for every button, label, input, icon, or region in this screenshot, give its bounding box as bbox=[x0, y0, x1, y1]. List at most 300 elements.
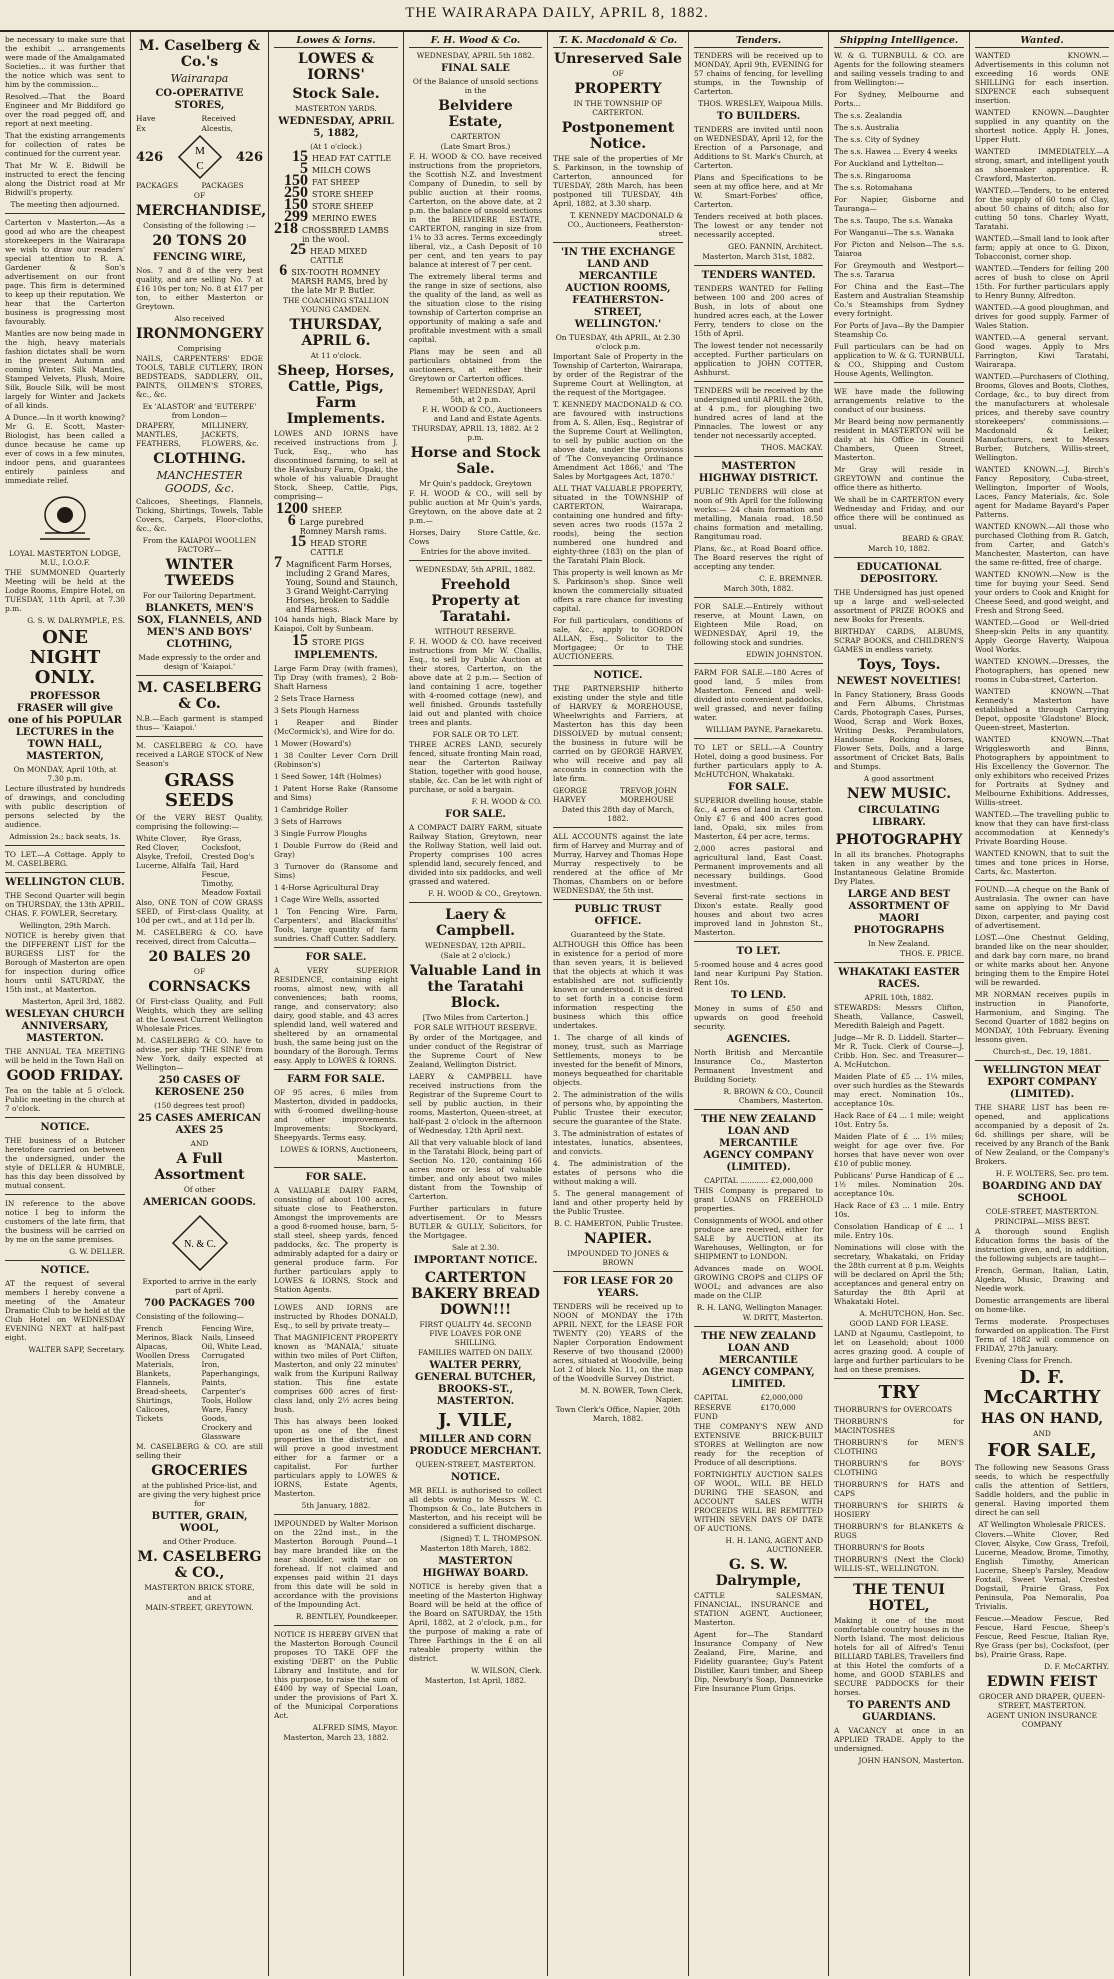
centered-line: Entries for the above invited. bbox=[420, 547, 531, 556]
paragraph: THORBURN'S for Boots bbox=[834, 1543, 925, 1552]
paragraph: Also, ONE TON of COW GRASS SEED, of First-class Quality, at 10d per cwt., and at 11d per lb. bbox=[136, 898, 263, 925]
paragraph: LOWES AND IORNS have received instructions from J. Tuck, Esq., who has discontinued farming, to sell at the Hawksbury Farm, Opaki, the whole of his valuable Draught Stock, Sheep, Cattle, Pigs, comprising— bbox=[274, 429, 398, 501]
paragraph: PUBLIC TENDERS will close at noon of 9th April for the following works:— 24 chain formation and metalling, Manaia road. 18.50 chains formation and metalling, Rangitumau road. bbox=[694, 487, 823, 541]
centered-line: 5th January, 1882. bbox=[301, 1501, 371, 1510]
divider-rule bbox=[553, 827, 683, 828]
mark-letter-bottom: C bbox=[195, 160, 204, 172]
centered-line: PRINCIPAL—MISS BEST. bbox=[994, 1217, 1090, 1226]
heading: AMERICAN GOODS. bbox=[143, 1197, 256, 1208]
lot-description: MERINO EWES bbox=[312, 214, 377, 223]
heading: TO LET. bbox=[736, 946, 781, 957]
divider-rule bbox=[409, 560, 542, 561]
divider-rule bbox=[694, 265, 823, 266]
signature-line: F. H. WOOD & CO., Greytown. bbox=[428, 889, 542, 898]
paragraph: MR BELL is authorised to collect all debts owing to Messrs W. C. Thompson & Co., late Butchers in Masterton, and his receipt will be considered a sufficient discharge. bbox=[409, 1486, 542, 1531]
paragraph: 1 Mower (Howard's) bbox=[274, 739, 352, 748]
heading: NEWEST NOVELTIES! bbox=[836, 676, 962, 687]
stock-lot bbox=[274, 241, 398, 265]
lot-count: 15 bbox=[292, 148, 308, 165]
paragraph: For China and the East—The Eastern and Australian Steamship Co.'s Steamships from Sydney every fortnight. bbox=[834, 282, 964, 318]
two-column-line bbox=[136, 421, 263, 448]
paragraph: Full particulars can be had on application to W. & G. TURNBULL & CO., Shipping and Custom House Agents, Wellington. bbox=[834, 342, 964, 378]
centered-line: IMPOUNDED TO JONES & BROWN bbox=[566, 1249, 670, 1267]
paragraph: The s.s. Taupo, The s.s. Wanaka bbox=[834, 216, 953, 225]
centered-line: Town Clerk's Office, Napier, 20th March, 1882. bbox=[555, 1405, 681, 1423]
paragraph: For Napier, Gisborne and Tauranga— bbox=[834, 195, 964, 213]
divider-rule bbox=[274, 1514, 398, 1515]
heading-large: G. S. W. Dalrymple, bbox=[715, 1557, 802, 1589]
heading: NOTICE. bbox=[450, 1472, 501, 1483]
paragraph: be necessary to make sure that the exhibit ... arrangements were made of the Amalgamated Societies... it was further that the notice which was sent to him by the commission... bbox=[5, 35, 125, 89]
centered-line: FAMILIES WAITED ON DAILY. bbox=[418, 1348, 533, 1357]
paragraph: F. H. WOOD & CO. have received instructions from the proprietors, the Scottish N.Z. and Investment Company of Dunedin, to sell by public auction at their rooms, Carterton, on the above date, at 2 p.m. the balance of unsold sections in the BELVIDERE ESTATE, CARTERTON, ranging in size from 1¼ to 33 acres. Terms exceedingly liberal, viz., a Cash Deposit of 10 per cent, and ten years to pay balance at interest of 7 per cent. bbox=[409, 152, 542, 269]
column-5 bbox=[548, 32, 689, 1976]
paragraph: Consisting of the following— bbox=[136, 1312, 244, 1321]
two-column-line bbox=[136, 181, 263, 190]
signature-line: F. H. WOOD & CO. bbox=[471, 797, 542, 806]
paragraph: A COMPACT DAIRY FARM, situate Railway Station, Greytown, near the Rollway Station, well laid out. Property comprises 100 acres splendid land, securely fenced, and divided into six paddocks, and well grassed and watered. bbox=[409, 823, 542, 886]
lot-description: SIX-TOOTH ROMNEY MARSH RAMS, bred by the late Mr P. Butler. bbox=[291, 268, 388, 295]
signature-line: F. H. WOOD & CO., Auctioneers and Land and Estate Agents. bbox=[422, 405, 542, 423]
heading: BLANKETS, MEN'S SOX, FLANNELS, AND MEN'S AND BOYS' CLOTHING, bbox=[137, 603, 262, 650]
centered-line: On TUESDAY, 4th APRIL, At 2.30 o'clock p.m. bbox=[555, 333, 681, 351]
paragraph: For Sydney, Melbourne and Ports... bbox=[834, 90, 964, 108]
column-heading: Lowes & Iorns. bbox=[274, 35, 398, 48]
left-text: Have bbox=[136, 114, 156, 123]
heading-large: Stock Sale. bbox=[292, 86, 380, 102]
paragraph: The s.s. City of Sydney bbox=[834, 135, 920, 144]
signature-line: THOS. MACKAY. bbox=[760, 443, 823, 452]
signature-line: THOS. WRESLEY, Waipoua Mills. bbox=[698, 99, 823, 108]
signature-line: R. BENTLEY, Poundkeeper. bbox=[295, 1612, 398, 1621]
paragraph: WANTED KNOWN, that to suit the times and tone prices in Horse, Carts, &c. Masterton. bbox=[975, 849, 1109, 876]
right-text: TREVOR JOHN MOREHOUSE bbox=[620, 786, 678, 804]
centered-line: March 30th, 1882. bbox=[723, 584, 794, 593]
heading-large: 20 BALES 20 bbox=[148, 949, 251, 965]
centered-line: Masterton, March 23, 1882. bbox=[283, 1733, 389, 1742]
heading: TO LEND. bbox=[730, 990, 787, 1001]
heading-large: M. Caselberg & Co.'s bbox=[139, 38, 260, 70]
signature-line: M. N. BOWER, Town Clerk, Napier. bbox=[580, 1386, 683, 1404]
paragraph: TENDERS will be received by the undersigned until APRIL the 26th, at 4 p.m., for ploughing two hundred acres of land at the Pinnacles. The lowest or any tender not necessarily accepted. bbox=[694, 386, 823, 440]
column-heading: F. H. Wood & Co. bbox=[409, 35, 542, 48]
right-text: £170,000 bbox=[760, 1403, 796, 1412]
lodge-emblem-icon bbox=[30, 489, 100, 545]
paragraph: 1 Patent Horse Rake (Ransome and Sims) bbox=[274, 784, 398, 802]
paragraph: Judge—Mr R. D. Liddell. Starter—Mr R. Tuck. Clerk of Course—J. Cribb. Hon. Sec. and Treasurer—A. McHutchon. bbox=[834, 1033, 964, 1069]
paragraph: Maiden Plate of £5 ... 1¼ miles, over such hurdles as the Stewards may erect. Nomination 10s., acceptance 10s. bbox=[834, 1072, 964, 1108]
signature-line: Masterton, April 3rd, 1882. bbox=[21, 997, 125, 1006]
divider-rule bbox=[553, 665, 683, 666]
paragraph: Agent for—The Standard Insurance Company of New Zealand, Fire, Marine, and Fidelity guarantee; Guy's Patent Distiller, Kauri timber, and Sheep Dip, Newbury's Soap, Dannevirke Fire Insurance Plum Grips. bbox=[694, 1630, 823, 1693]
paragraph: TO LET.—A Cottage. Apply to M. CASELBERG. bbox=[5, 850, 125, 868]
heading: LARGE AND BEST ASSORTMENT OF MAORI PHOTOGRAPHS bbox=[847, 889, 951, 936]
signature-line: JOHN HANSON, Masterton. bbox=[858, 1756, 964, 1765]
centered-line: For our Tailoring Department. bbox=[142, 591, 257, 600]
centered-line: THURSDAY, APRIL 13, 1882. At 2 p.m. bbox=[412, 424, 539, 442]
centered-line: and at bbox=[187, 1593, 212, 1602]
centered-line: Remember! WEDNESDAY, April 5th, at 2 p.m. bbox=[415, 386, 536, 404]
right-text: Rye Grass, Cocksfoot, Crested Dog's Tail, Hard Fescue, Timothy, Meadow Foxtail bbox=[201, 834, 262, 897]
paragraph: THORBURN'S for HATS and CAPS bbox=[834, 1480, 964, 1498]
centered-line: The meeting then adjourned. bbox=[10, 200, 120, 209]
heading: THE NEW ZEALAND LOAN AND MERCANTILE AGENCY COMPANY, LIMITED. bbox=[701, 1331, 816, 1390]
divider-rule bbox=[553, 242, 683, 243]
paragraph: THE sale of the properties of Mr S. Parkinson, in the township of Carterton, announced for TUESDAY, 28th March, has been postponed till TUESDAY, 4th April, 1882, at 3.30 sharp. bbox=[553, 154, 683, 208]
paragraph: AT the request of several members I hereby convene a meeting of the Amateur Dramatic Club to be held at the Club Hotel on WEDNESDAY EVENING NEXT at half-past eight. bbox=[5, 1279, 125, 1342]
lot-description: MILCH COWS bbox=[312, 166, 371, 175]
lot-count: 150 bbox=[284, 196, 308, 213]
heading: 'IN THE EXCHANGE LAND AND MERCANTILE AUCTION ROOMS, FEATHERSTON-STREET, WELLINGTON.' bbox=[560, 247, 676, 330]
paragraph: NOTICE is hereby given that a meeting of the Masterton Highway Board will be held at the office of the Board on SATURDAY, the 15th April, 1882, at 2 o'clock, p.m., for the purpose of making a rate of Three Farthings in the £ on all rateable property within the district. bbox=[409, 1582, 542, 1663]
stock-lot bbox=[274, 533, 398, 557]
paragraph: Hack Race of £3 ... 1 mile. Entry 10s. bbox=[834, 1201, 964, 1219]
paragraph: WANTED KNOWN.—That Wrigglesworth and Binns, Photographers by appointment to His Excellency the Governor. The only exhibitors who received Prizes for Portraits at Sydney and Melbourne Exhibitions. Addresses, Willis-street. bbox=[975, 735, 1109, 807]
signature-line: C. E. BREMNER. bbox=[759, 574, 823, 583]
paragraph: Plans, &c., at Road Board office. The Board reserves the right of accepting any tender. bbox=[694, 544, 823, 571]
paragraph: THORBURN'S (Next the Clock) WILLIS-ST., WELLINGTON. bbox=[834, 1555, 964, 1573]
heading-large: M. CASELBERG & CO., bbox=[137, 1549, 262, 1581]
paragraph: N.B.—Each garment is stamped thus— 'Kaiapoi.' bbox=[136, 714, 263, 732]
paragraph: T. KENNEDY MACDONALD & CO. are favoured with instructions from A. S. Allen, Esq., Registrar of the Supreme Court at Wellington, to sell by public auction on the above date, under the provisions of 'The Conveyancing Ordinance Amendment Act 1866,' and 'The Sales by Mortgagees Act, 1870.' bbox=[553, 400, 683, 481]
lot-count: 15 bbox=[290, 533, 307, 550]
divider-rule bbox=[834, 557, 964, 558]
paragraph: The s.s. Zealandia bbox=[834, 111, 902, 120]
centered-line: WITHOUT RESERVE. bbox=[434, 627, 517, 636]
lot-description: STORE SHEEP bbox=[312, 190, 374, 199]
paragraph: Plans may be seen and all particulars obtained from the auctioneers, at either their Greytown or Carterton offices. bbox=[409, 347, 542, 383]
heading-italic: Wairarapa bbox=[170, 72, 229, 85]
paragraph: Of the VERY BEST Quality, comprising the following:— bbox=[136, 813, 263, 831]
divider-rule bbox=[694, 1109, 823, 1110]
lot-count: 5 bbox=[300, 160, 308, 177]
left-text: PACKAGES bbox=[136, 181, 179, 190]
centered-line: Church-st., Dec. 19, 1881. bbox=[992, 1047, 1092, 1056]
heading-large: Postponement Notice. bbox=[561, 120, 675, 152]
left-text: RESERVE FUND bbox=[694, 1403, 732, 1421]
centered-line: AGENT UNION INSURANCE COMPANY bbox=[987, 1711, 1097, 1729]
heading: BOARDING AND DAY SCHOOL bbox=[981, 1181, 1103, 1204]
signature-line: THOS. E. PRICE. bbox=[900, 949, 964, 958]
divider-rule bbox=[553, 899, 683, 900]
centered-line: Wellington, 29th March. bbox=[19, 921, 111, 930]
left-text: DRAPERY, MANTLES, FEATHERS, bbox=[136, 421, 181, 448]
paragraph: A Dunce.—In it worth knowing? Mr G. E. Scott, Master-Biologist, has been called a dunce because he came up ever of cows in a few minutes, indoor pens, and guarantees entirely painless and immediate relief. bbox=[5, 413, 125, 485]
paragraph: Evening Class for French. bbox=[975, 1356, 1073, 1365]
lot-count: 250 bbox=[284, 184, 308, 201]
heading-display: TRY bbox=[878, 1382, 920, 1403]
centered-line: Sale at 2.30. bbox=[451, 1243, 500, 1252]
lot-description: HEAD FAT CATTLE bbox=[312, 154, 392, 163]
heading-large: LOWES & IORNS' bbox=[297, 51, 375, 83]
centered-line: A good assortment bbox=[863, 774, 935, 783]
divider-rule bbox=[274, 947, 398, 948]
paragraph: WANTED.—Tenders for felling 200 acres of bush to close on April 15th. For further particulars apply to Henry Bunny, Alfredton. bbox=[975, 264, 1109, 300]
divider-rule bbox=[975, 1060, 1109, 1061]
paragraph: Mr Gray will reside in GREYTOWN and continue the office there as hitherto. bbox=[834, 465, 964, 492]
paragraph: LOWES AND IORNS are instructed by Rhodes DONALD, Esq., to sell by private treaty— bbox=[274, 1303, 398, 1330]
paragraph: In Fancy Stationery, Brass Goods and Fern Albums, Christmas Cards, Photograph Cases, Purses, Wood, Scrap and Work Boxes, Writing Desks, Perambulators, Handsome Rocking Horses, Flower Sets, Dolls, and a large assortment of Cricket Bats, Balls and Stumps. bbox=[834, 690, 964, 771]
masthead-title: THE WAIRARAPA DAILY, APRIL 8, 1882. bbox=[405, 5, 709, 21]
paragraph: THORBURN'S for OVERCOATS bbox=[834, 1405, 953, 1414]
heading-large: WINTER TWEEDS bbox=[164, 557, 235, 589]
columns bbox=[0, 32, 1114, 1976]
paragraph: Lecture illustrated by hundreds of drawings, and concluding with public description of persons selected by the audience. bbox=[5, 784, 125, 829]
lodge-name: LOYAL MASTERTON LODGE, M.U., I.O.O.F. bbox=[9, 549, 121, 567]
heading-large: Horse and Stock Sale. bbox=[410, 445, 541, 477]
paragraph: For full particulars, conditions of sale, &c., apply to GORDON ALLAN, Esq., Solicitor to the Mortgagee; Or to THE AUCTIONEERS. bbox=[553, 616, 683, 661]
right-text: Alcestis, bbox=[201, 124, 233, 133]
paragraph: WANTED KNOWN.—All those who purchased Clothing from R. Gatch, from Carter, and Gatch's Manchester, Masterton, can have the same re-fitted, free of charge. bbox=[975, 522, 1109, 567]
lot-description: STORE PIGS bbox=[312, 638, 365, 647]
paragraph: Mr Beard being now permanently resident in MASTERTON will be daily at his Office in Council Chambers, Queen Street, Masterton. bbox=[834, 417, 964, 462]
heading: PUBLIC TRUST OFFICE. bbox=[574, 904, 662, 927]
divider-rule bbox=[834, 382, 964, 383]
heading: PROFESSOR FRASER will give one of his POPULAR LECTURES in the TOWN HALL, MASTERTON, bbox=[8, 691, 122, 762]
divider-rule bbox=[409, 902, 542, 903]
paragraph: TENDERS will be received up to NOON of MONDAY the 17th APRIL NEXT, for the LEASE FOR TWENTY (20) YEARS of the Napier Corporation Endowment Reserve of two thousand (2000) acres, situated at Woodville, being Lot 2 of block No. 11, on the map of the Woodville Survey District. bbox=[553, 1302, 683, 1383]
heading: TENDERS WANTED. bbox=[701, 270, 816, 281]
right-text: Received bbox=[201, 114, 236, 123]
paragraph: A thorough sound English Education forms the basis of the instruction given, and, in addition, the following subjects are taught— bbox=[975, 1227, 1109, 1263]
heading: WEDNESDAY, APRIL 5, 1882, bbox=[278, 116, 394, 139]
paragraph: Publicans' Purse Handicap of £ ... 1½ miles. Nomination 20s. acceptance 10s. bbox=[834, 1171, 964, 1198]
heading: FENCING WIRE, bbox=[153, 252, 246, 263]
paragraph: 5. The general management of land and other property held by the Public Trustee. bbox=[553, 1189, 683, 1216]
centered-line: (Sale at 2 o'clock.) bbox=[440, 951, 511, 960]
centered-line: OF bbox=[193, 967, 206, 976]
paragraph: WANTED.—The travelling public to know that they can have first-class accommodation at Kennedy's Private Boarding House. bbox=[975, 810, 1109, 846]
column-heading: Wanted. bbox=[975, 35, 1109, 48]
paragraph: WANTED.—Tenders, to be entered for the supply of 60 tons of Clay, about 50 chains of ditch; also for cutting 50 tons. Charley Wyatt, Taratahi. bbox=[975, 186, 1109, 231]
lot-count: 15 bbox=[292, 632, 308, 649]
heading: NOTICE. bbox=[40, 1122, 90, 1133]
two-column-line bbox=[136, 114, 263, 123]
heading: MASTERTON HIGHWAY BOARD. bbox=[422, 1556, 529, 1579]
divider-rule bbox=[5, 213, 125, 214]
centered-line: Of other bbox=[183, 1185, 216, 1194]
divider-rule bbox=[274, 1625, 398, 1626]
paragraph: 1 38 Coulter Lever Corn Drill (Robinson's) bbox=[274, 751, 398, 769]
heading-italic: MANCHESTER GOODS, &c. bbox=[156, 469, 243, 495]
column-2 bbox=[131, 32, 269, 1976]
divider-rule bbox=[553, 1271, 683, 1272]
paragraph: TENDERS will be received up to MONDAY, April 9th, EVENING for 57 chains of fencing, for levelling stumps, in the Township of Carterton. bbox=[694, 51, 823, 96]
heading: NOTICE. bbox=[40, 1265, 90, 1276]
heading-display: J. VILE, bbox=[438, 1410, 513, 1431]
diamond-shipping-mark-icon bbox=[170, 1213, 230, 1273]
centered-line: Consisting of the following :— bbox=[143, 221, 256, 230]
signature-line: ALFRED SIMS, Mayor. bbox=[312, 1723, 398, 1732]
paragraph: F. H. WOOD & CO., will sell by public auction at Mr Quin's yards, Greytown, on the above date at 2 p.m.— bbox=[409, 489, 542, 525]
lot-description: HEAD STORE CATTLE bbox=[310, 539, 367, 557]
column-heading: Tenders. bbox=[694, 35, 823, 48]
two-column-line bbox=[136, 1324, 263, 1441]
paragraph: TENDERS are invited until noon on WEDNESDAY, April 12, for the Erection of a Parsonage, and Additions to St. Mark's Church, at Carterton. bbox=[694, 125, 823, 170]
heading: TO BUILDERS. bbox=[716, 111, 801, 122]
paragraph: Several first-rate sections in Dixon's estate. Really good houses and about two acres improved land in Johnston St., Masterton. bbox=[694, 892, 823, 937]
two-column-line bbox=[694, 1393, 823, 1402]
centered-line: WEDNESDAY, 5th APRIL, 1882. bbox=[415, 565, 536, 574]
heading: FARM FOR SALE. bbox=[287, 1074, 385, 1085]
centered-line: CARTERTON bbox=[450, 132, 501, 141]
lot-count: 218 bbox=[274, 220, 298, 237]
centered-line: Comprising bbox=[177, 344, 222, 353]
paragraph: In all its branches. Photographs taken in any weather by the Instantaneous Gelatine Bromide Dry Plates. bbox=[834, 850, 964, 886]
heading-large: THURSDAY, APRIL 6. bbox=[289, 317, 383, 349]
heading: IMPORTANT NOTICE. bbox=[413, 1255, 538, 1266]
heading-display: FOR SALE, bbox=[987, 1440, 1097, 1461]
paragraph: 1. The charge of all kinds of money, trust, such as Marriage Settlements, moneys to be invested for the benefit of Minors, moneys bequeathed for charitable objects. bbox=[553, 1033, 683, 1087]
two-column-line bbox=[136, 834, 263, 897]
signature-line: WILLIAM PAYNE, Paraekaretu. bbox=[705, 725, 823, 734]
heading-large: Freehold Property at Taratahi. bbox=[431, 577, 520, 625]
paragraph: 3 Sets Plough Harness bbox=[274, 706, 360, 715]
centered-line: [Two Miles from Carterton.] bbox=[422, 1013, 529, 1022]
column-heading: T. K. Macdonald & Co. bbox=[553, 35, 683, 48]
paragraph: ALL ACCOUNTS against the late firm of Harvey and Murray and of Murray, Harvey and Thomas Hope Murray respectively to be rendered at the office of Mr Thomas, Chambers on or before WEDNESDAY, the 5th inst. bbox=[553, 832, 683, 895]
heading-large: Unreserved Sale bbox=[554, 51, 682, 67]
centered-line: FOR SALE OR TO LET. bbox=[432, 730, 519, 739]
heading-large: GROCERIES bbox=[151, 1463, 248, 1479]
paragraph: Domestic arrangements are liberal on home-like. bbox=[975, 1296, 1109, 1314]
lot-description: FAT SHEEP bbox=[312, 178, 360, 187]
paragraph: 3 Turnover do (Ransome and Sims) bbox=[274, 862, 398, 880]
centered-line: MASTERTON YARDS. bbox=[295, 104, 377, 113]
signature-line: R. H. LANG, Wellington Manager. bbox=[696, 1303, 823, 1312]
divider-rule bbox=[5, 845, 125, 846]
centered-line: Also received bbox=[174, 314, 225, 323]
paragraph: That MAGNIFICENT PROPERTY known as 'MANAIA,' situate within two miles of Port Clifton, Masterton, and only 22 minutes' walk from the Kuripuni Railway station. This fine estate comprises 600 acres of first-class land, only 2½ acres being bush. bbox=[274, 1333, 398, 1414]
lot-description: STORE SHEEP bbox=[312, 202, 374, 211]
paragraph: Resolved.—That the Board Engineer and Mr Biddiford go over the road pegged off, and report at next meeting. bbox=[5, 92, 125, 128]
paragraph: NOTICE is hereby given that the DIFFERENT LIST for the BURGESS LIST for the Borough of Masterton are open for inspection during office hours until SATURDAY, the 15th inst., at Masterton. bbox=[5, 931, 125, 994]
divider-rule bbox=[694, 1326, 823, 1327]
paragraph: A VACANCY at once in an APPLIED TRADE. Apply to the undersigned. bbox=[834, 1726, 964, 1753]
shipping-mark-letters: N. & C. bbox=[183, 1239, 216, 1250]
divider-rule bbox=[694, 941, 823, 942]
stock-lot bbox=[274, 262, 398, 295]
paragraph: THIS Company is prepared to grant LOANS on FREEHOLD properties. bbox=[694, 1186, 823, 1213]
paragraph: Tea on the table at 5 o'clock. Public meeting in the church at 7 o'clock. bbox=[5, 1086, 125, 1113]
column-8 bbox=[970, 32, 1114, 1976]
paragraph: The lowest tender not necessarily accepted. Further particulars on application to JOHN COTTER, Ashhurst. bbox=[694, 341, 823, 377]
signature-line: GEO. FANNIN, Architect. bbox=[728, 242, 823, 251]
two-column-line bbox=[694, 1403, 823, 1421]
divider-rule bbox=[5, 872, 125, 873]
left-text: French Merinos, Black Alpacas, Woollen Dress Materials, Blankets, Flannels, Bread-sheets, Shirtings, Calicoes, Tickets bbox=[136, 1324, 193, 1423]
centered-line: In New Zealand. bbox=[867, 939, 931, 948]
heading: THE NEW ZEALAND LOAN AND MERCANTILE AGENCY COMPANY (LIMITED). bbox=[701, 1114, 816, 1173]
heading-display: GRASS SEEDS bbox=[164, 770, 235, 811]
paragraph: By order of the Mortgagee, and under conduct of the Registrar of the Supreme Court of New Zealand, Wellington District. bbox=[409, 1033, 542, 1069]
centered-line: Guaranteed by the State. bbox=[570, 930, 666, 939]
lodge-emblem bbox=[5, 489, 125, 567]
lot-count: 6 bbox=[279, 262, 288, 279]
centered-line: Exported to arrive in the early part of April. bbox=[142, 1277, 257, 1295]
centered-line: At 11 o'clock. bbox=[310, 351, 362, 360]
paragraph: WE have made the following arrangements relative to the conduct of our business. bbox=[834, 387, 964, 414]
paragraph: THORBURN'S for MEN'S CLOTHING bbox=[834, 1438, 964, 1456]
paragraph: For Wanganui—The s.s. Wanaka bbox=[834, 228, 955, 237]
signature-line: B. C. HAMERTON, Public Trustee. bbox=[554, 1219, 683, 1228]
column-7 bbox=[829, 32, 970, 1976]
lot-description: Magnificent Farm Horses, including 2 Grand Mares, Young, Sound and Staunch, 3 Grand Weight-Carrying Horses, broken to Saddle and Harness. bbox=[286, 560, 398, 614]
paragraph: THE SUMMONED Quarterly Meeting will be held at the Lodge Rooms, Empire Hotel, on TUESDAY, 11th April, at 7.30 p.m. bbox=[5, 568, 125, 613]
diamond-mark-icon bbox=[177, 134, 223, 180]
paragraph: Consignments of WOOL and other produce are received, either for SALE by AUCTION at its Warehouses, Wellington, or for SHIPMENT to LONDON. bbox=[694, 1216, 823, 1261]
paragraph: WANTED KNOWN.—J. Birch's Fancy Repository, Cuba-street, Wellington, Importer of Wools, Laces, Fancy Materials, &c. Sole agent for Madame Bayard's Paper Patterns. bbox=[975, 465, 1109, 519]
paragraph: SUPERIOR dwelling house, stable &c., 4 acres of land in Carterton. Only £7 6 and 400 acres good land, Opaki, six miles from Masterton, £4 per acre, terms. bbox=[694, 796, 823, 841]
mark-letter-top: M bbox=[194, 145, 205, 157]
heading: FOR SALE. bbox=[305, 952, 367, 963]
column-4 bbox=[404, 32, 548, 1976]
paragraph: WANTED.—Small land to look after farm; apply at once to G. Dixon, Tobacconist, corner shop. bbox=[975, 234, 1109, 261]
heading-large: NEW MUSIC. bbox=[846, 786, 952, 802]
divider-rule bbox=[274, 1069, 398, 1070]
paragraph: Making it one of the most comfortable country houses in the North Island. The most delicious hotels for all of Alfred's Tenui BILLIARD TABLES, Travellers find at this Hotel the comforts of a home, and GOOD STABLES and SECURE PADDOCKS for their horses. bbox=[834, 1616, 964, 1697]
paragraph: 2. The administration of the wills of persons who, by appointing the Public Trustee their executor, secure the guarantee of the State. bbox=[553, 1090, 683, 1126]
left-text: Horses, Dairy Cows bbox=[409, 528, 461, 546]
divider-rule bbox=[834, 1577, 964, 1578]
heading: WALTER PERRY, GENERAL BUTCHER, BROOKS-ST., MASTERTON. bbox=[415, 1360, 536, 1407]
heading-large: GOOD FRIDAY. bbox=[6, 1068, 124, 1084]
centered-line: OF bbox=[193, 191, 206, 200]
lot-description: HEAD MIXED CATTLE bbox=[310, 247, 368, 265]
paragraph: Clovers.—White Clover, Red Clover, Alsyke, Cow Grass, Trefoil, Lucerne, Meadow, Brome, Timothy, English Timothy, American Lucerne, Sheep's Parsley, Meadow Foxtail, Sweet Vernal, Crested Dogstail, Prairie Grass, Fox Peninsula, Poa Nemoralis, Poa Trivialis. bbox=[975, 1530, 1109, 1611]
signature-line: A. McHUTCHON, Hon. Sec. bbox=[859, 1309, 964, 1318]
left-text: White Clover, Red Clover, Alsyke, Trefoil, Lucerne, Alfalfa bbox=[136, 834, 196, 870]
centered-line: MASTERTON BRICK STORE, bbox=[144, 1583, 255, 1592]
paragraph: Terms moderate. Prospectuses forwarded on application. The First Term of 1882 will commence on FRIDAY, 27th January. bbox=[975, 1317, 1109, 1353]
paragraph: 2,000 acres pastoral and agricultural land, East Coast. Permanent improvements and all necessary buildings. Good investment. bbox=[694, 844, 823, 889]
paragraph: WANTED KNOWN.—Dresses, the Photographers, has opened new rooms in Cuba-street, Carterton. bbox=[975, 657, 1109, 684]
package-count-right: 426 bbox=[235, 149, 263, 165]
paragraph: M. CASELBERG & CO. have received, direct from Calcutta— bbox=[136, 928, 263, 946]
heading: NOTICE. bbox=[593, 670, 643, 681]
heading-large: IRONMONGERY bbox=[136, 326, 264, 342]
paragraph: M. CASELBERG & CO. have to advise, per ship 'THE SINE' from New York, daily expected at Wellington— bbox=[136, 1036, 263, 1072]
heading-large: CLOTHING. bbox=[153, 451, 246, 467]
paragraph: This property is well known as Mr S. Parkinson's shop. Since well known the commercially situated offers a rare chance for investing capital. bbox=[553, 568, 683, 613]
heading: MILLER AND CORN PRODUCE MERCHANT. bbox=[409, 1434, 542, 1457]
heading: WELLINGTON CLUB. bbox=[5, 877, 125, 888]
heading: WESLEYAN CHURCH ANNIVERSARY, MASTERTON. bbox=[5, 1009, 125, 1044]
divider-rule bbox=[694, 738, 823, 739]
signature-line: BEARD & GRAY. bbox=[902, 534, 964, 543]
paragraph: That Mr W. E. Bidwill be instructed to erect the fencing along the District road at Mr Bidwill's property. bbox=[5, 161, 125, 197]
heading-large: MERCHANDISE, bbox=[136, 203, 267, 219]
paragraph: 5-roomed house and 4 acres good land near Kuripuni Pay Station. Rent 10s. bbox=[694, 960, 823, 987]
centered-line: Made expressly to the order and design of 'Kaiapoi.' bbox=[138, 653, 261, 671]
centered-line: OF bbox=[612, 69, 624, 78]
heading: 700 PACKAGES 700 bbox=[144, 1298, 255, 1309]
heading-large: CORNSACKS bbox=[148, 979, 251, 995]
paragraph: THE SHARE LIST has been re-opened, and applications accompanied by a deposit of 2s. 6d. shillings per share, will be received by any Branch of the Bank of New Zealand, or the Company's Brokers. bbox=[975, 1103, 1109, 1166]
paragraph: We shall be in CARTERTON every Wednesday and Friday, and our office there will be continued as usual. bbox=[834, 495, 964, 531]
heading: AGENCIES. bbox=[726, 1034, 791, 1045]
heading: MASTERTON HIGHWAY DISTRICT. bbox=[698, 461, 819, 484]
paragraph: MR NORMAN receives pupils in instruction in Pianoforte, Harmonium, and Singing. The Second Quarter of 1882 begins on MONDAY, 10th February. Evening lessons given. bbox=[975, 990, 1109, 1044]
centered-line: and Other Produce. bbox=[162, 1537, 237, 1546]
stock-lot bbox=[274, 632, 398, 649]
paragraph: FOR SALE.—Entirely without reserve, at Mount Lawn, on Eighteen Mile Road, on WEDNESDAY, April 19, the following stock and sundries. bbox=[694, 602, 823, 647]
signature-line: W. WILSON, Clerk. bbox=[471, 1666, 542, 1675]
paragraph: THE COMPANY'S NEW AND EXTENSIVE BRICK-BUILT STORES at Wellington are now ready for the reception of Produce of all descriptions. bbox=[694, 1422, 823, 1467]
two-column-line bbox=[409, 528, 542, 546]
centered-line: FIRST QUALITY 4d. SECOND FIVE LOAVES FOR ONE SHILLING. bbox=[419, 1320, 532, 1347]
centered-line: AND bbox=[1033, 1429, 1051, 1438]
